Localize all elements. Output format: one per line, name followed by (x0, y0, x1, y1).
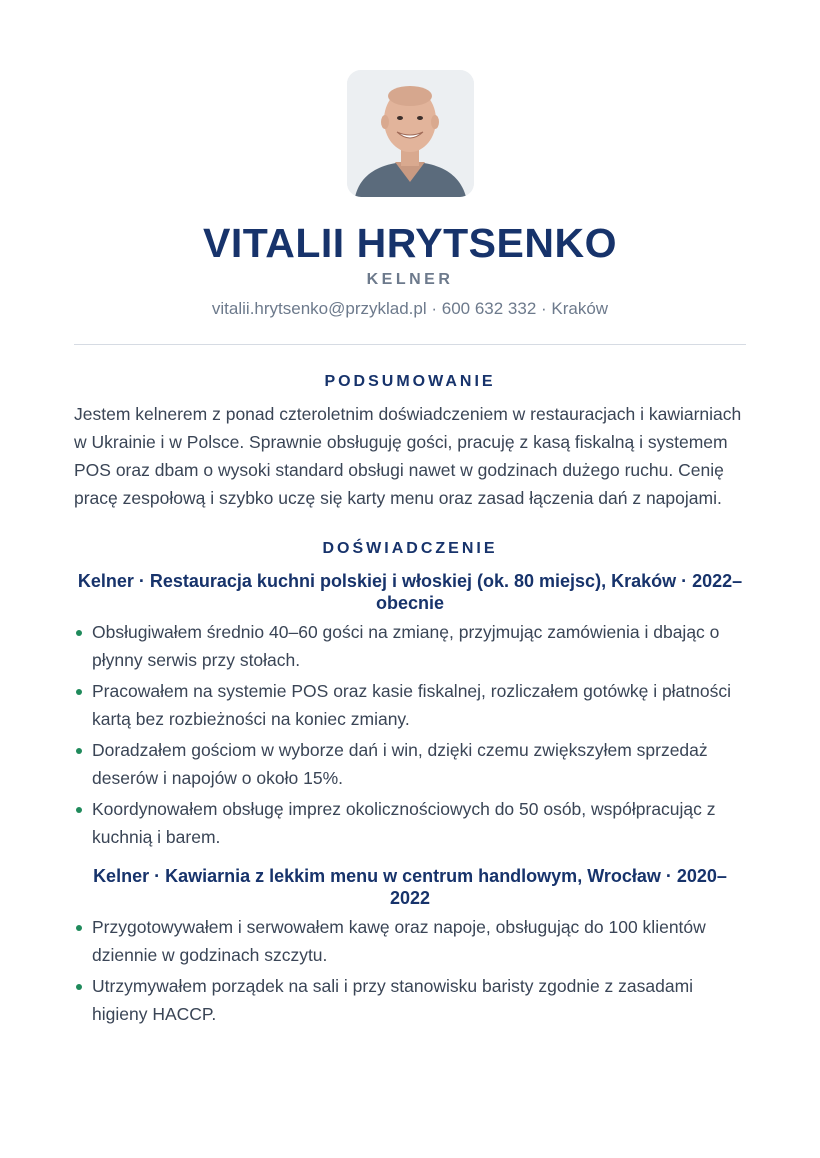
job-entry (74, 865, 746, 1028)
bullet-text: Przygotowywałem i serwowałem kawę oraz napoje, obsługując do 100 klientów dziennie w godzinach szczytu. (92, 917, 706, 965)
job-title: Kelner · Restauracja kuchni polskiej i włoskiej (ok. 80 miejsc), Kraków · 2022–obecnie (77, 571, 743, 613)
person-portrait-icon (347, 70, 474, 197)
list-item (74, 736, 746, 792)
job-bullets (74, 618, 746, 851)
job-entry (74, 570, 746, 851)
header-divider (74, 344, 746, 345)
job-role: KELNER (366, 271, 454, 288)
experience-section (74, 540, 746, 1028)
photo-container (74, 70, 746, 197)
list-item (74, 677, 746, 733)
summary-text: Jestem kelnerem z ponad czteroletnim doświadczeniem w restauracjach i kawiarniach w Ukrainie i w Polsce. Sprawnie obsługuję gości, pracuję z kasą fiskalną i systemem POS oraz dbam o wysoki standard obsługi nawet w godzinach dużego ruchu. Cenię pracę zespołową i szybko uczę się karty menu oraz zasad łączenia dań z napojami. (74, 404, 742, 508)
experience-heading: DOŚWIADCZENIE (322, 540, 498, 557)
bullet-dot-icon (76, 630, 82, 636)
bullet-text: Koordynowałem obsługę imprez okolicznościowych do 50 osób, współpracując z kuchnią i barem. (92, 799, 716, 847)
bullet-dot-icon (76, 689, 82, 695)
list-item (74, 618, 746, 674)
bullet-text: Utrzymywałem porządek na sali i przy stanowisku baristy zgodnie z zasadami higieny HACCP. (92, 976, 694, 1024)
bullet-dot-icon (76, 925, 82, 931)
list-item (74, 795, 746, 851)
contact-line: vitalii.hrytsenko@przyklad.pl · 600 632 332 · Kraków (211, 299, 609, 318)
bullet-text: Doradzałem gościom w wyborze dań i win, dzięki czemu zwiększyłem sprzedaż deserów i napojów o około 15%. (92, 740, 708, 788)
profile-photo (347, 70, 474, 197)
job-bullets (74, 913, 746, 1028)
bullet-text: Pracowałem na systemie POS oraz kasie fiskalnej, rozliczałem gotówkę i płatności kartą bez rozbieżności na koniec zmiany. (92, 681, 732, 729)
candidate-name: VITALII HRYTSENKO (203, 220, 617, 266)
job-title: Kelner · Kawiarnia z lekkim menu w centrum handlowym, Wrocław · 2020–2022 (93, 866, 727, 908)
summary-section (74, 373, 746, 512)
bullet-text: Obsługiwałem średnio 40–60 gości na zmianę, przyjmując zamówienia i dbając o płynny serwis przy stołach. (92, 622, 720, 670)
list-item (74, 972, 746, 1028)
bullet-dot-icon (76, 748, 82, 754)
summary-heading: PODSUMOWANIE (324, 373, 496, 390)
bullet-dot-icon (76, 807, 82, 813)
list-item (74, 913, 746, 969)
bullet-dot-icon (76, 984, 82, 990)
